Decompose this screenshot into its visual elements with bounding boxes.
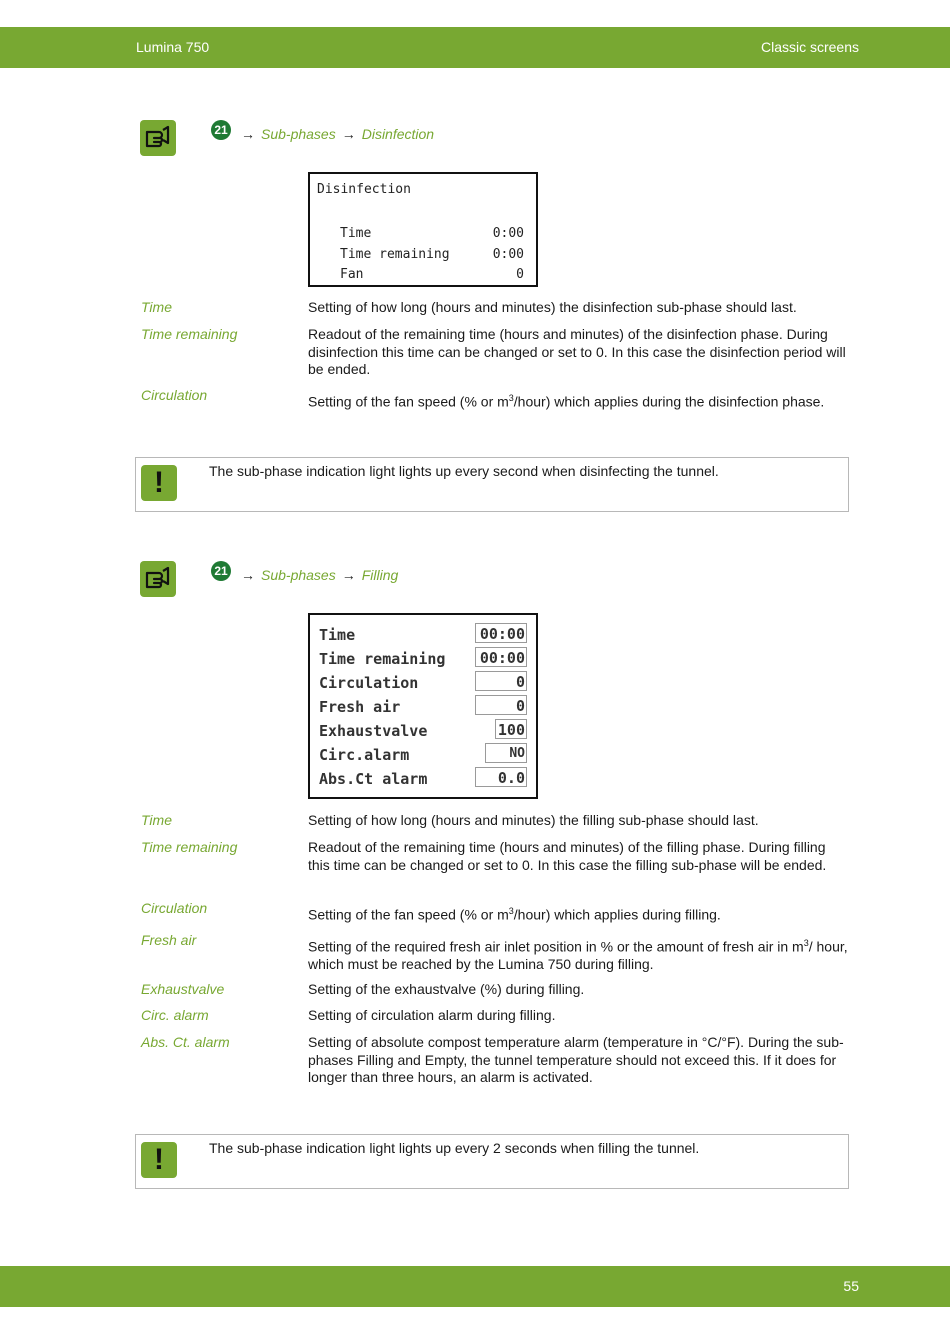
term-label: Fresh air [141,932,197,948]
screen-row [340,226,524,241]
page-number: 55 [843,1278,859,1294]
screen-row [319,743,527,765]
screen-row-label: Abs.Ct alarm [319,770,428,788]
menu-number-badge: 21 [211,120,231,140]
disinfection-screen [308,172,538,287]
exclamation-icon: ! [141,1142,177,1178]
term-label: Abs. Ct. alarm [141,1034,230,1050]
hand-pointer-icon [140,561,176,597]
screen-row-label: Exhaustvalve [319,722,428,740]
menu-number-badge: 21 [211,561,231,581]
screen-row-value: 00:00 [475,623,527,643]
screen-row-label: Time remaining [340,247,450,262]
screen-row [319,767,527,789]
screen-row-value: 0:00 [492,226,524,241]
attention-note [135,1134,849,1189]
term-description: Setting of circulation alarm during filling. [308,1007,556,1023]
header-band [0,27,950,68]
screen-row [340,247,524,262]
term-description: Setting of absolute compost temperature alarm (temperature in °C/°F). During the sub-phases Filling and Empty, the tunnel temperature should not exceed this. If it does for longer than three hours, an alarm is activated. [308,1034,844,1085]
arrow-right-icon: → [341,567,356,583]
breadcrumb [211,124,434,144]
screen-row-label: Time [319,626,356,644]
screen-row-value: 0 [516,267,524,282]
breadcrumb [211,565,398,585]
term-label: Circulation [141,900,208,916]
term-description: Readout of the remaining time (hours and minutes) of the filling phase. During filling this time can be changed or set to 0. In this case the filling sub-phase will be ended. [308,839,827,873]
screen-row-label: Time remaining [319,650,446,668]
screen-row-value: 00:00 [475,647,527,667]
breadcrumb-subphases: Sub-phases [261,567,336,583]
screen-row [319,647,527,669]
term-description: Setting of how long (hours and minutes) the disinfection sub-phase should last. [308,299,797,315]
breadcrumb-subphases: Sub-phases [261,126,336,142]
hand-pointer-icon [140,120,176,156]
screen-title: Disinfection [317,182,411,197]
section-title: Classic screens [760,39,859,55]
screen-row-value: NO [485,743,527,763]
term-label: Exhaustvalve [141,981,225,997]
filling-screen [308,613,538,799]
screen-row-value: 100 [495,719,527,739]
note-text: The sub-phase indication light lights up every 2 seconds when filling the tunnel. [209,1140,700,1156]
term-description: Setting of the required fresh air inlet position in % or the amount of fresh air in $m^3/$ hour, which must be reached by the Lumina 750 during filling. [308,938,848,973]
term-description: Setting of the fan speed (% or $m^3/hour$) which applies during filling. [308,906,721,923]
document-title: Lumina 750 [136,39,210,55]
term-description: Setting of the exhaustvalve (%) during filling. [308,981,585,997]
screen-row-value: 0 [475,695,527,715]
screen-row-label: Circulation [319,674,419,692]
term-description: Setting of the fan speed (% or $m^3/hour$) which applies during the disinfection phase. [308,393,825,410]
screen-row-label: Fresh air [319,698,401,716]
arrow-right-icon: → [241,126,255,142]
term-description: Readout of the remaining time (hours and minutes) of the disinfection phase. During disinfection this time can be changed or set to 0. In this case the disinfection period will be ended. [308,326,846,377]
screen-row-value: 0:00 [492,247,524,262]
screen-row [319,671,527,693]
term-label: Time remaining [141,839,238,855]
breadcrumb-filling: Filling [361,567,399,583]
footer-band [0,1266,950,1307]
breadcrumb-disinfection: Disinfection [361,126,435,142]
arrow-right-icon: → [241,567,255,583]
screen-row-label: Time [340,226,372,241]
exclamation-icon: ! [141,465,177,501]
screen-row-value: 0.0 [475,767,527,787]
screen-row-label: Fan [340,267,364,282]
term-description: Setting of how long (hours and minutes) the filling sub-phase should last. [308,812,759,828]
screen-row [319,623,527,645]
term-label: Circ. alarm [141,1007,209,1023]
screen-row-value: 0 [475,671,527,691]
screen-row [319,719,527,741]
term-label: Time [141,812,172,828]
arrow-right-icon: → [341,126,356,142]
term-label: Time remaining [141,326,238,342]
note-text: The sub-phase indication light lights up every second when disinfecting the tunnel. [209,463,719,479]
attention-note [135,457,849,512]
screen-row [319,695,527,717]
term-label: Time [141,299,172,315]
term-label: Circulation [141,387,208,403]
screen-row [340,267,524,282]
screen-row-label: Circ.alarm [319,746,410,764]
